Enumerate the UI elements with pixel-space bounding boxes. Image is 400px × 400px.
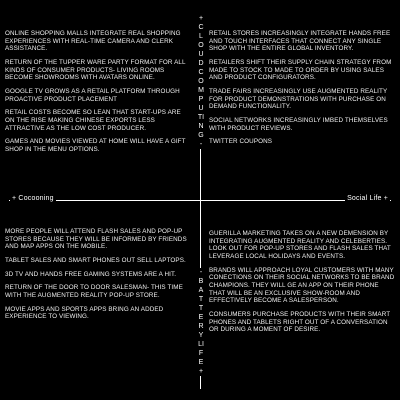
axis-label-right: Social Life + [347,195,388,202]
quadrant-item: TWITTER COUPONS [209,138,273,146]
quadrant-bottom-left [5,228,191,327]
quadrant-item: SOCIAL NETWORKS INCREASINGLY IMBED THEMSELVES WITH PRODUCT REVIEWS. [209,117,388,132]
quadrant-item: GOOGLE TV GROWS AS A RETAIL PLATFORM THROUGH PROACTIVE PRODUCT PLACEMENT [5,88,180,103]
quadrant-item: GAMES AND MOVIES VIEWED AT HOME WILL HAVE A GIFT SHOP IN THE MENU OPTIONS. [5,138,186,154]
quadrant-item: RETAILERS SHIFT THEIR SUPPLY CHAIN STRATEGY FROM MADE TO STOCK TO MADE TO ORDER BY USING SALES AND PRODUCT CONFIGURATORS. [209,59,392,82]
quadrant-item: MORE PEOPLE WILL ATTEND FLASH SALES AND POP-UP STORES BECAUSE THEY WILL BE INFORMED BY FRIENDS AND MAP APPS ON THE MOBILE. [5,228,187,251]
quadrant-item: BRANDS WILL APPROACH LOYAL CUSTOMERS WITH MANY CONECTIONS ON THEIR SOCIAL NETWORKS TO BE BRAND CHAMPIONS. THEY WILL GE AN APP ON THEIR PHONE THAT WILL BE AN EXCLUSIVE SHOW-ROOM AND EFFECTIVELY BECOME A SALESPERSON. [209,266,395,305]
horizontal-axis-line [9,200,391,201]
quadrant-top-right [209,30,395,152]
quadrant-item: RETAIL STORES INCREASINGLY INTEGRATE HANDS FREE AND TOUCH INTERFACES THAT CONNECT ANY SINGLE SHOP WITH THE ENTIRE GLOBAL INVENTORY. [209,30,391,53]
quadrant-item: RETURN OF THE DOOR TO DOOR SALESMAN- THIS TIME WITH THE AUGMENTED REALITY POP-UP STORE. [5,284,183,300]
quadrant-item: CONSUMERS PURCHASE PRODUCTS WITH THEIR SMART PHONES AND TABLETS RIGHT OUT OF A CONVERSATION OR DURING A MOMENT OF DESIRE. [209,311,391,334]
quadrant-bottom-right [209,230,395,340]
quadrant-item: GUERILLA MARKETING TAKES ON A NEW DEMENSION BY INTEGRATING AUGMENTED REALITY AND CELEBERTIES. LOOK OUT FOR POP-UP STORES AND FLASH SALES THAT LEVERAGE LOCAL HOLIDAYS AND EVENTS. [209,230,391,261]
quadrant-item: MOVIE APPS AND SPORTS APPS BRING AN ADDED EXPERIENCE TO VIEWING. [5,305,164,321]
quadrant-item: 3D TV AND HANDS FREE GAMING SYSTEMS ARE A HIT. [5,270,177,278]
quadrant-item: TABLET SALES AND SMART PHONES OUT SELL LAPTOPS. [5,257,186,265]
quadrant-item: RETURN OF THE TUPPER WARE PARTY FORMAT FOR ALL KINDS OF CONSUMER PRODUCTS- LIVING ROOMS BECOME SHOWROOMS WITH AVATARS ONLINE. [5,59,186,82]
quadrant-item: ONLINE SHOPPING MALLS INTEGRATE REAL SHOPPING EXPERIENCES WITH REAL-TIME CAMERA AND CLERK ASSISTANCE. [5,30,181,53]
quadrant-item: RETAIL COSTS BECOME SO LEAN THAT START-UPS ARE ON THE RISE MAKING CHINESE EXPORTS LESS ATTRACTIVE AS THE LOW COST PRODUCER. [5,109,181,132]
quadrant-item: TRADE FAIRS INCREASINGLY USE AUGMENTED REALITY FOR PRODUCT DEMONSTRATIONS WITH PURCHASE ON DEMAND FUNCTIONALITY. [209,88,388,111]
quadrant-top-left [5,30,191,160]
axis-label-bottom: - BATTERY LIFE + [198,269,204,375]
axis-label-top: + CLOUD COMPUTING - [197,15,205,148]
axis-label-left: + Cocooning [12,195,54,202]
